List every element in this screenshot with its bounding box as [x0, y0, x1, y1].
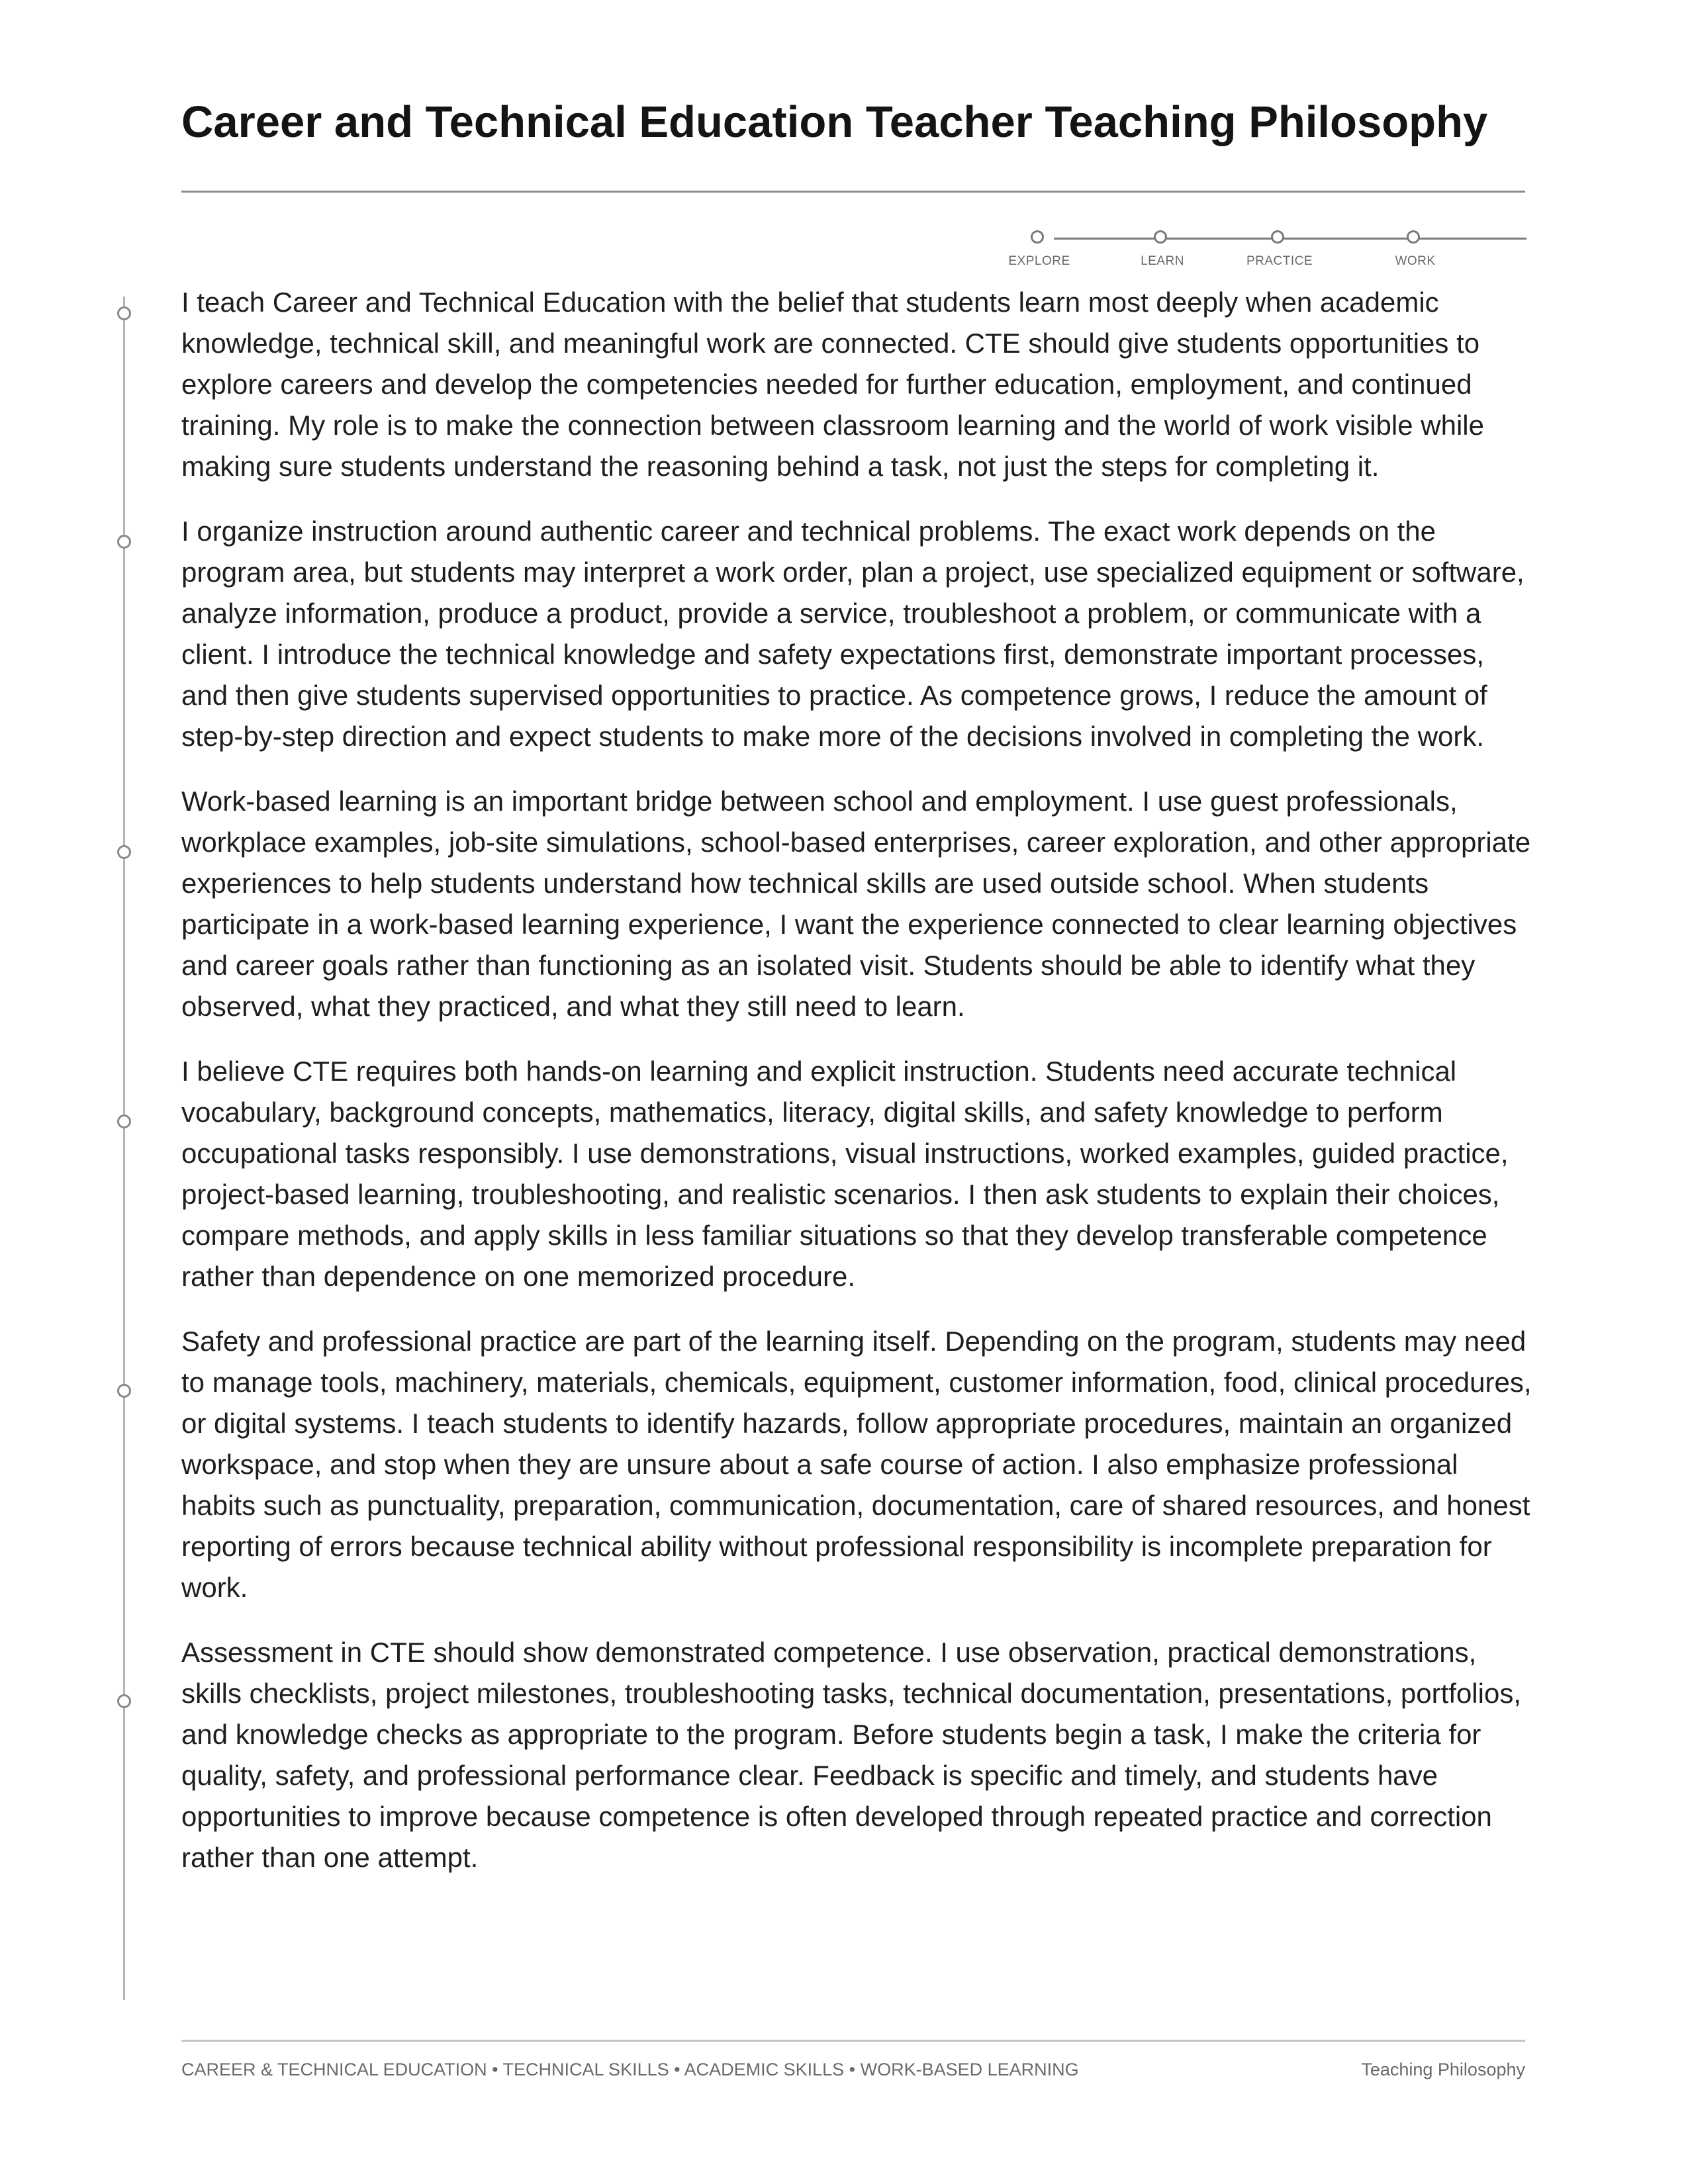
timeline-node-icon [117, 535, 131, 549]
timeline-node-icon [117, 306, 131, 320]
paragraph-explicit-instruction: I believe CTE requires both hands-on learning and explicit instruction. Students need accurate technical vocabulary, background concepts, mathematics, literacy, digital skills, and safety knowledge to perform occupational tasks responsibly. I use demonstrations, visual instructions, worked examples, guided practice, project-based learning, troubleshooting, and realistic scenarios. I then ask students to explain their choices, compare methods, and apply skills in less familiar situations so that they develop transferable competence rather than dependence on one memorized procedure. [181, 1056, 1509, 1292]
paragraph-instruction: I organize instruction around authentic career and technical problems. The exact work depends on the program area, but students may interpret a work order, plan a project, use specialized equipment or software, analyze information, produce a product, provide a service, troubleshoot a problem, or communicate with a client. I introduce the technical knowledge and safety expectations first, demonstrate important processes, and then give students supervised opportunities to practice. As competence grows, I reduce the amount of step-by-step direction and expect students to make more of the decisions involved in completing the work. [181, 516, 1524, 752]
stage-node-icon [1407, 230, 1420, 244]
track-stage-work [1369, 225, 1462, 278]
timeline-node-icon [117, 1115, 131, 1128]
track-stage-label: LEARN [1141, 254, 1184, 268]
track-stage-label: EXPLORE [1008, 254, 1070, 268]
philosophy-body [181, 282, 1532, 1902]
timeline-node-icon [117, 845, 131, 859]
track-stage-learn [1116, 225, 1209, 278]
track-stage-explore [993, 225, 1086, 278]
stage-node-icon [1154, 230, 1167, 244]
paragraph-safety: Safety and professional practice are part of the learning itself. Depending on the program, students may need to manage tools, machinery, materials, chemicals, equipment, customer information, food, clinical procedures, or digital systems. I teach students to identify hazards, follow appropriate procedures, maintain an organized workspace, and stop when they are unsure about a safe course of action. I also emphasize professional habits such as punctuality, preparation, communication, documentation, care of shared resources, and honest reporting of errors because technical ability without professional responsibility is incomplete preparation for work. [181, 1326, 1532, 1603]
track-stage-label: PRACTICE [1246, 254, 1313, 268]
progress-track [993, 225, 1529, 278]
timeline-node-icon [117, 1694, 131, 1708]
footer-divider [181, 2040, 1525, 2042]
footer-document-label: Teaching Philosophy [1361, 2060, 1525, 2079]
title-divider [181, 191, 1525, 193]
timeline-node-icon [117, 1384, 131, 1398]
footer-keywords: CAREER & TECHNICAL EDUCATION • TECHNICAL SKILLS • ACADEMIC SKILLS • WORK-BASED LEARNING [181, 2060, 1079, 2079]
stage-node-icon [1271, 230, 1284, 244]
timeline-rail [123, 296, 125, 2000]
paragraph-assessment: Assessment in CTE should show demonstrated competence. I use observation, practical demonstrations, skills checklists, project milestones, troubleshooting tasks, technical documentation, presentations, portfolios, and knowledge checks as appropriate to the program. Before students begin a task, I make the criteria for quality, safety, and professional performance clear. Feedback is specific and timely, and students have opportunities to improve because competence is often developed through repeated practice and correction rather than one attempt. [181, 1637, 1521, 1873]
paragraph-work-based-learning: Work-based learning is an important bridge between school and employment. I use guest professionals, workplace examples, job-site simulations, school-based enterprises, career exploration, and other appropriate experiences to help students understand how technical skills are used outside school. When students participate in a work-based learning experience, I want the experience connected to clear learning objectives and career goals rather than functioning as an isolated visit. Students should be able to identify what they observed, what they practiced, and what they still need to learn. [181, 786, 1531, 1022]
page-title: Career and Technical Education Teacher Teaching Philosophy [181, 97, 1488, 147]
stage-node-icon [1031, 230, 1044, 244]
track-stage-label: WORK [1395, 254, 1436, 268]
track-stage-practice [1233, 225, 1326, 278]
paragraph-intro: I teach Career and Technical Education with the belief that students learn most deeply when academic knowledge, technical skill, and meaningful work are connected. CTE should give students opportunities to explore careers and develop the competencies needed for further education, employment, and continued training. My role is to make the connection between classroom learning and the world of work visible while making sure students understand the reasoning behind a task, not just the steps for completing it. [181, 287, 1484, 482]
